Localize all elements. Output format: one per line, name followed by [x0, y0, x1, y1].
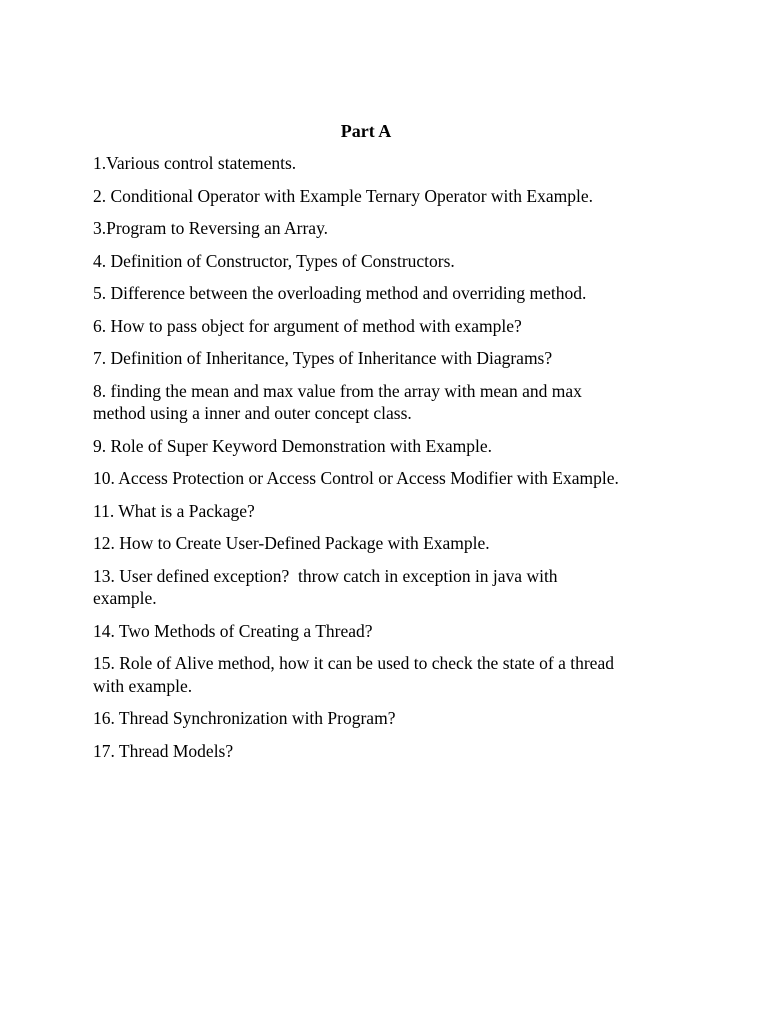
question-item: 12. How to Create User-Defined Package with Example. — [93, 533, 490, 553]
question-item: 11. What is a Package? — [93, 500, 255, 521]
question-item: 3.Program to Reversing an Array. — [93, 218, 329, 238]
question-list — [93, 152, 693, 772]
question-item: 8. finding the mean and max value from the array with mean and max method using a inner and outer concept class. — [93, 380, 582, 423]
question-item: 17. Thread Models? — [93, 740, 234, 761]
question-item: 14. Two Methods of Creating a Thread? — [93, 620, 373, 641]
question-item: 10. Access Protection or Access Control or Access Modifier with Example. — [93, 468, 619, 488]
question-item: 4. Definition of Constructor, Types of Constructors. — [93, 250, 455, 271]
question-item: 7. Definition of Inheritance, Types of Inheritance with Diagrams? — [93, 348, 553, 368]
question-item: 2. Conditional Operator with Example Ternary Operator with Example. — [93, 185, 593, 206]
question-item: 6. How to pass object for argument of method with example? — [93, 315, 522, 336]
question-item: 13. User defined exception? throw catch in exception in java with example. — [93, 565, 558, 608]
question-item: 1.Various control statements. — [93, 153, 297, 173]
question-item: 16. Thread Synchronization with Program? — [93, 708, 396, 728]
question-item: 15. Role of Alive method, how it can be used to check the state of a thread with example. — [93, 653, 614, 696]
question-item: 5. Difference between the overloading method and overriding method. — [93, 283, 587, 303]
section-title: Part A — [340, 121, 392, 141]
question-item: 9. Role of Super Keyword Demonstration with Example. — [93, 435, 493, 456]
